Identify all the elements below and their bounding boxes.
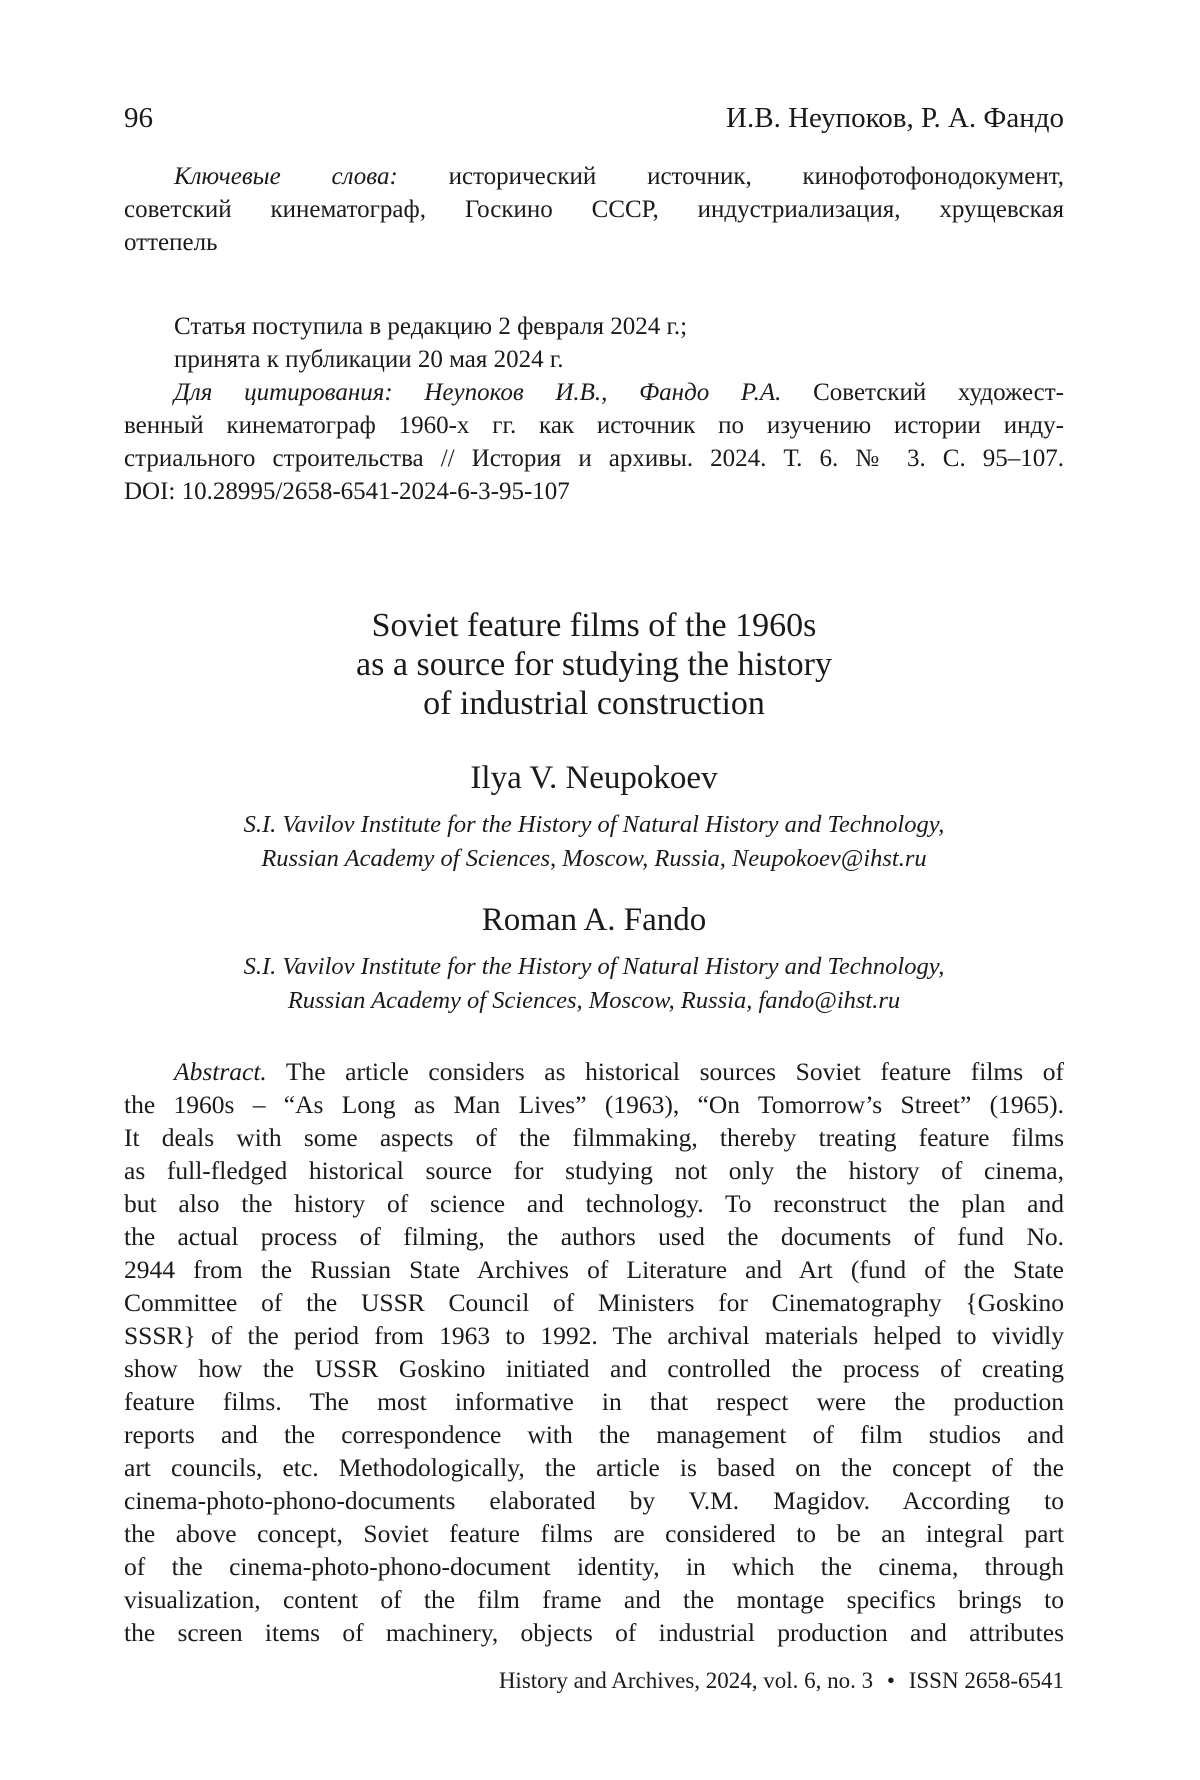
abstract-line: reports and the correspondence with the management of film studios and xyxy=(124,1418,1064,1451)
journal-page xyxy=(0,0,1200,1780)
abstract-line: cinema-photo-phono-documents elaborated by V.M. Magidov. According to xyxy=(124,1484,1064,1517)
journal-reference: History and Archives, 2024, vol. 6, no. 3 xyxy=(499,1668,873,1693)
author-affiliation-2: S.I. Vavilov Institute for the History of Natural History and Technology, Russian Academy of Sciences, Moscow, Russia, fando@ihst.ru xyxy=(124,950,1064,1018)
keywords-line-2: советский кинематограф, Госкино СССР, индустриализация, хрущевская xyxy=(124,193,1064,226)
citation-line-2: венный кинематограф 1960-х гг. как источник по изучению истории инду- xyxy=(124,409,1064,442)
author-name-1: Ilya V. Neupokoev xyxy=(124,760,1064,797)
running-footer xyxy=(499,1668,1064,1694)
page-number: 96 xyxy=(124,102,153,135)
running-header xyxy=(124,102,1064,135)
abstract-line: show how the USSR Goskino initiated and controlled the process of creating xyxy=(124,1352,1064,1385)
keywords-line-1: Ключевые слова: исторический источник, кинофотофонодокумент, xyxy=(124,160,1064,193)
abstract-line: SSSR} of the period from 1963 to 1992. The archival materials helped to vividly xyxy=(124,1319,1064,1352)
abstract-line: the actual process of filming, the authors used the documents of fund No. xyxy=(124,1220,1064,1253)
article-dates xyxy=(124,310,1064,376)
running-authors: И.В. Неупоков, Р. А. Фандо xyxy=(726,102,1064,135)
citation-line-3: стриального строительства // История и архивы. 2024. Т. 6. № 3. С. 95–107. xyxy=(124,442,1064,475)
title-line-3: of industrial construction xyxy=(124,684,1064,723)
accepted-date: принята к публикации 20 мая 2024 г. xyxy=(124,343,1064,376)
abstract-paragraph xyxy=(124,1055,1064,1649)
author-name-2: Roman A. Fando xyxy=(124,902,1064,939)
abstract-line: feature films. The most informative in that respect were the production xyxy=(124,1385,1064,1418)
abstract-line-1: Abstract. The article considers as historical sources Soviet feature films of xyxy=(124,1055,1064,1088)
abstract-line: art councils, etc. Methodologically, the article is based on the concept of the xyxy=(124,1451,1064,1484)
citation-paragraph xyxy=(124,376,1064,508)
abstract-line: the above concept, Soviet feature films are considered to be an integral part xyxy=(124,1517,1064,1550)
author-affiliation-1: S.I. Vavilov Institute for the History of Natural History and Technology, Russian Academy of Sciences, Moscow, Russia, Neupokoev@ihst.ru xyxy=(124,808,1064,876)
abstract-line: but also the history of science and technology. To reconstruct the plan and xyxy=(124,1187,1064,1220)
citation-label: Для цитирования: Неупоков И.В., Фандо Р.А. xyxy=(174,379,781,406)
abstract-line: visualization, content of the film frame and the montage specifics brings to xyxy=(124,1583,1064,1616)
abstract-line: It deals with some aspects of the filmmaking, thereby treating feature films xyxy=(124,1121,1064,1154)
citation-line-1: Для цитирования: Неупоков И.В., Фандо Р.А. Советский художест- xyxy=(124,376,1064,409)
title-line-2: as a source for studying the history xyxy=(124,645,1064,684)
title-line-1: Soviet feature films of the 1960s xyxy=(124,606,1064,645)
abstract-line: of the cinema-photo-phono-document identity, in which the cinema, through xyxy=(124,1550,1064,1583)
abstract-line: as full-fledged historical source for studying not only the history of cinema, xyxy=(124,1154,1064,1187)
abstract-line: 2944 from the Russian State Archives of Literature and Art (fund of the State xyxy=(124,1253,1064,1286)
keywords-paragraph xyxy=(124,160,1064,259)
received-date: Статья поступила в редакцию 2 февраля 2024 г.; xyxy=(124,310,1064,343)
abstract-line: the screen items of machinery, objects of industrial production and attributes xyxy=(124,1616,1064,1649)
keywords-line-3: оттепель xyxy=(124,226,1064,259)
abstract-label: Abstract. xyxy=(174,1057,267,1086)
keywords-label: Ключевые слова: xyxy=(174,163,398,190)
english-title xyxy=(124,606,1064,723)
citation-doi: DOI: 10.28995/2658-6541-2024-6-3-95-107 xyxy=(124,475,1064,508)
footer-separator: • xyxy=(887,1668,895,1693)
abstract-line: Committee of the USSR Council of Ministers for Cinematography {Goskino xyxy=(124,1286,1064,1319)
issn: ISSN 2658-6541 xyxy=(909,1668,1064,1693)
abstract-line: the 1960s – “As Long as Man Lives” (1963), “On Tomorrow’s Street” (1965). xyxy=(124,1088,1064,1121)
